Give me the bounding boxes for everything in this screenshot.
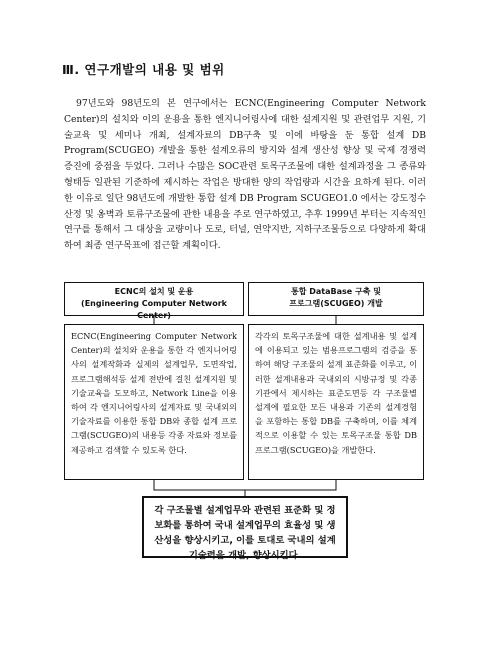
right-header-line1: 통합 DataBase 구축 및: [291, 287, 381, 296]
left-body-box: ECNC(Engineering Computer Network Center)의 설치와 운용을 통한 각 엔지니어링사의 설계작화과 실제의 설계업무, 도면작업, 프로그램해석등 설계 전반에 걸친 설계지원 및 기술교육을 도모하고, Network Line을 이용하여 각 엔지니어링사의 설계자료 및 국내외의 기술자료를 이용한 통합 DB와 종합 설계 프로그램(SCUGEO)의 내용등 각종 자료와 정보를 제공하고 검색할 수 있도록 한다.: [64, 324, 244, 480]
body-paragraph: 97년도와 98년도의 본 연구에서는 ECNC(Engineering Computer Network Center)의 설치와 이의 운용을 통한 엔지니어링사에 대한 설계지원 및 관련업무 지원, 기술교육 및 세미나 개최, 설계자료의 DB구축 및 이에 바탕을 둔 통합 설계 DB Program(SCUGEO) 개발을 통한 설계오류의 방지와 설계 생산성 향상 및 국제 경쟁력 증진에 중점을 두었다. 그러나 수많은 SOC관련 토목구조물에 대한 설계과정을 그 종류와 형태등 일관된 기준하에 제시하는 작업은 방대한 양의 작업량과 시간을 요하게 된다. 이러한 이유로 일단 98년도에 개발한 통합 설계 DB Program SCUGEO1.0 에서는 강도정수산정 및 옹벽과 토류구조물에 관한 내용을 주로 연구하였고, 추후 1999년 부터는 지속적인 연구를 통해서 그 대상을 교량이나 도로, 터널, 연약지반, 지하구조물등으로 다양하게 확대하여 최종 연구목표에 접근할 계획이다.: [64, 98, 426, 252]
left-header-line1: ECNC의 설치 및 운용: [114, 287, 194, 296]
left-header-line2: (Engineering Computer Network Center): [81, 299, 227, 320]
section-heading: Ⅲ. 연구개발의 내용 및 범위: [62, 62, 225, 77]
flow-diagram: [64, 282, 424, 562]
connector-merge: [154, 480, 336, 490]
right-header-box: [248, 282, 424, 316]
left-header-box: [64, 282, 244, 320]
goal-box: 각 구조물별 설계업무와 관련된 표준화 및 정보화를 통하여 국내 설계업무의 효율성 및 생산성을 향상시키고, 이를 토대로 국내의 설계 기술력을 개발, 향상시킨다.: [142, 496, 348, 558]
right-body-box: 각각의 토목구조물에 대한 설계내용 및 설계에 이용되고 있는 범용프로그램의 검증을 통하여 해당 구조물의 설계 표준화를 이루고, 이러한 설계내용과 국내외의 시방규정 및 각종 기관에서 제시하는 표준도면등 각 구조물별 설계에 필요한 모든 내용과 기존의 설계경험을 포함하는 통합 DB를 구축하며, 이를 체계적으로 이용할 수 있는 토목구조물 통합 DB 프로그램(SCUGEO)을 개발한다.: [248, 324, 424, 480]
right-header-line2: 프로그램(SCUGEO) 개발: [289, 299, 383, 308]
